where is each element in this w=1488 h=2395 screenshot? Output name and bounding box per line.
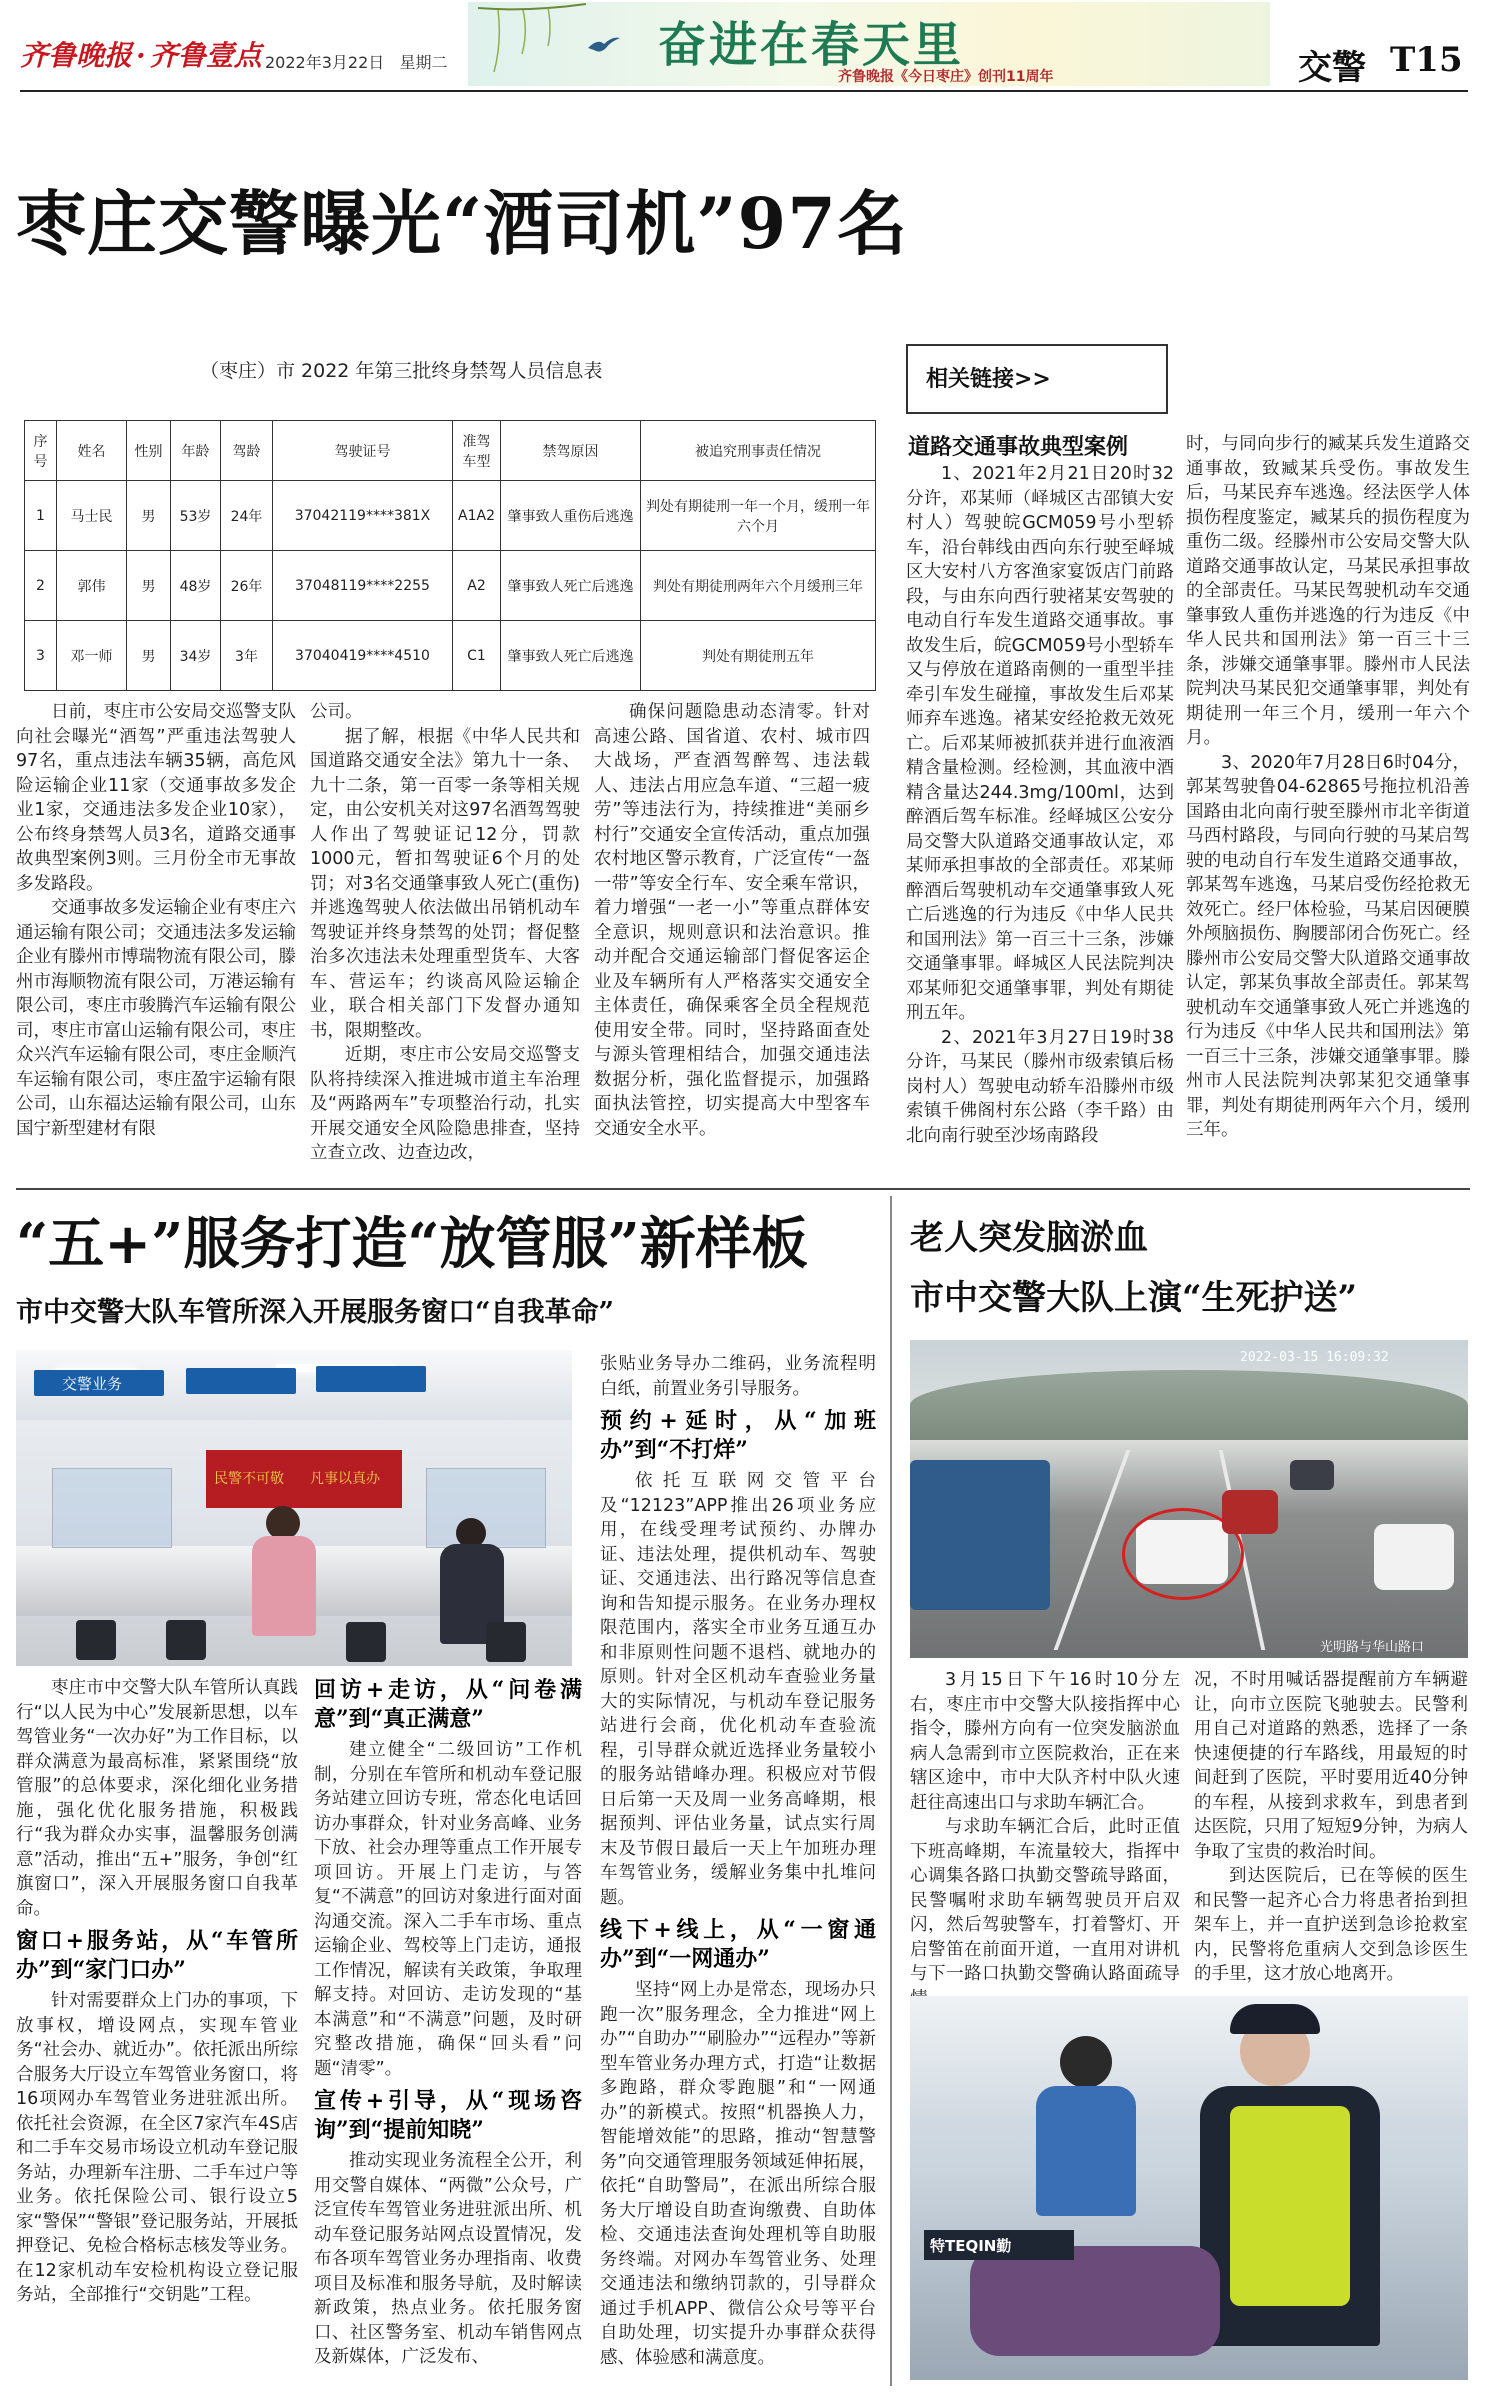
- customer-figure: [266, 1506, 300, 1540]
- paragraph: 况，不时用喊话器提醒前方车辆避让，向市立医院飞驰驶去。民警利用自己对道路的熟悉，选择了一条快速便捷的行车路线，用最短的时间赶到了医院，平时要用近40分钟的车程，从接到求救车，到患者到达医院，只用了短短9分钟，为病人争取了宝贵的救治时间。: [1194, 1670, 1468, 1862]
- hills: [910, 1370, 1468, 1440]
- medic-figure: [1036, 2086, 1136, 2216]
- th-ban-reason: 禁驾原因: [501, 421, 641, 481]
- sign-board: [316, 1366, 426, 1392]
- article3-col2: [1194, 1668, 1468, 1987]
- article3-col1: [910, 1668, 1180, 2011]
- table-cell: 判处有期徒刑两年六个月缓刑三年: [641, 551, 876, 621]
- article2-title: “五+”服务打造“放管服”新样板: [16, 1211, 808, 1277]
- medic-figure: [1060, 2036, 1112, 2088]
- sign-board: [186, 1368, 296, 1394]
- table-cell: 男: [127, 481, 171, 551]
- paragraph: 2、2021年3月27日19时38分许，马某民（滕州市级索镇后杨岗村人）驾驶电动轿车沿滕州市级索镇千佛阁村东公路（李千路）由北向南行驶至沙场南路段: [906, 1027, 1174, 1146]
- table-cell: 53岁: [171, 481, 221, 551]
- th-index: 序号: [25, 421, 57, 481]
- service-hall-photo: [16, 1350, 572, 1666]
- wall-panel: [910, 1996, 1468, 2116]
- newspaper-logo: 齐鲁晚报 · 齐鲁壹点: [20, 39, 262, 72]
- table-cell: 肇事致人死亡后逃逸: [501, 551, 641, 621]
- paragraph: 交通事故多发运输企业有枣庄六通运输有限公司；交通违法多发运输企业有滕州市博瑞物流有限公司，滕州市海顺物流有限公司，万港运输有限公司，枣庄市骏腾汽车运输有限公司，枣庄市富山运输有限公司，枣庄众兴汽车运输有限公司，枣庄金顺汽车运输有限公司，枣庄盈宇运输有限公司，山东福达运输有限公司，山东国宁新型建材有限: [16, 898, 296, 1139]
- paragraph: 据了解，根据《中华人民共和国道路交通安全法》第九十一条、九十二条，第一百零一条等相关规定，由公安机关对这97名酒驾驾驶人作出了驾驶证记12分，罚款1000元，暂扣驾驶证6个月的处罚；对3名交通肇事致人死亡(重伤)并逃逸驾驶人依法做出吊销机动车驾驶证并终身禁驾的处罚；督促整治多次违法未处理重型货车、大客车、营运车；约谈高风险运输企业，联合相关部门下发督办通知书，限期整改。: [310, 726, 580, 1041]
- table-cell: 1: [25, 481, 57, 551]
- paragraph: 公司。: [310, 702, 363, 722]
- article2-col1: [16, 1676, 298, 2308]
- table-cell: 3年: [221, 621, 273, 691]
- willow-branch-icon: [478, 2, 588, 86]
- article1-col1: [16, 700, 296, 1141]
- table-title: （枣庄）市 2022 年第三批终身禁驾人员信息表: [200, 360, 603, 382]
- info-table: [24, 420, 876, 691]
- hospital-photo: [910, 1996, 1468, 2380]
- paragraph: 近期，枣庄市公安局交巡警支队将持续深入推进城市道主车治理及“两路两车”专项整治行动，扎实开展交通安全风险隐患排查，坚持立查立改、边查边改，: [310, 1045, 580, 1163]
- paragraph: 确保问题隐患动态清零。针对高速公路、国省道、农村、城市四大战场，严查酒驾醉驾、违法载人、违法占用应急车道、“三超一疲劳”等违法行为，持续推进“美丽乡村行”交通安全宣传活动，重点加强农村地区警示教育，广泛宣传“一盔一带”等安全行车、安全乘车常识，着力增强“一老一小”等重点群体安全意识，规则意识和法治意识。推动并配合交通运输部门督促客运企业及车辆所有人严格落实交通安全主体责任，确保乘客全员全程规范使用安全带。同时，坚持路面查处与源头管理相结合，加强交通违法数据分析，强化监督提示，加强路面执法管控，切实提高大中型客车交通安全水平。: [594, 702, 870, 1139]
- reflective-vest: [1230, 2106, 1350, 2306]
- sign-text: 交警业务: [62, 1375, 123, 1393]
- swallow-icon: [586, 34, 622, 56]
- camera-timestamp: 2022-03-15 16:09:32: [1240, 1350, 1389, 1365]
- article2-subtitle: 市中交警大队车管所深入开展服务窗口“自我革命”: [16, 1297, 615, 1328]
- th-age: 年龄: [171, 421, 221, 481]
- article3-title-line1: 老人突发脑淤血: [910, 1218, 1148, 1258]
- th-driving-years: 驾龄: [221, 421, 273, 481]
- th-gender: 性别: [127, 421, 171, 481]
- table-header-row: [25, 421, 876, 481]
- car: [1290, 1460, 1334, 1490]
- section-name: 交警: [1298, 48, 1366, 88]
- banner-subtitle: 齐鲁晚报《今日枣庄》创刊11周年: [838, 69, 1054, 85]
- table-cell: 肇事致人重伤后逃逸: [501, 481, 641, 551]
- table-cell: 男: [127, 621, 171, 691]
- masthead-rule: [20, 90, 1468, 92]
- table-cell: 34岁: [171, 621, 221, 691]
- table-cell: 2: [25, 551, 57, 621]
- table-cell: 24年: [221, 481, 273, 551]
- window-pane: [426, 1468, 546, 1548]
- related-links-label: 相关链接>>: [926, 366, 1051, 392]
- th-name: 姓名: [57, 421, 127, 481]
- chair: [346, 1622, 386, 1662]
- traffic-camera-photo: [910, 1340, 1468, 1658]
- table-cell: 3: [25, 621, 57, 691]
- paragraph: 时，与同向步行的臧某兵发生道路交通事故，致臧某兵受伤。事故发生后，马某民弃车逃逸。经法医学人体损伤程度鉴定，臧某兵的损伤程度为重伤二级。经滕州市公安局交警大队道路交通事故认定，马某民承担事故的全部责任。马某民驾驶机动车交通肇事致人重伤并逃逸的行为违反《中华人民共和国刑法》第一百三十三条，涉嫌交通肇事罪。滕州市人民法院判决马某民犯交通肇事罪，判处有期徒刑一年三个月，缓刑一年六个月。: [1186, 434, 1470, 748]
- table-row: [25, 481, 876, 551]
- table-cell: 37042119****381X: [273, 481, 453, 551]
- table-cell: 37048119****2255: [273, 551, 453, 621]
- chair: [486, 1622, 526, 1662]
- anniversary-banner: [468, 2, 1270, 86]
- related-links-box[interactable]: [906, 344, 1168, 414]
- table-row: [25, 621, 876, 691]
- vest-label: [924, 2230, 1074, 2260]
- road-lane: [1054, 1450, 1131, 1650]
- customer-figure: [252, 1536, 316, 1636]
- subheading: 宣传+引导，从“现场咨询”到“提前知晓”: [314, 2088, 582, 2143]
- paragraph: 坚持“网上办是常态，现场办只跑一次”服务理念，全力推进“网上办”“自助办”“刷脸办”“远程办”等新型车管业务办理方式，打造“让数据多跑路，群众零跑腿”和“一网通办”的新模式。按照“机器换人力，智能增效能”的思路，推动“智慧警务”向交通管理服务领域延伸拓展，依托“自助警局”，在派出所综合服务大厅增设自助查询缴费、自助体检、交通违法查询处理机等自助服务终端。对网办车驾管业务、处理交通违法和缴纳罚款的，引导群众通过手机APP、微信公众号等平台自助处理，切实提升办事群众获得感、体验感和满意度。: [600, 1980, 876, 2368]
- paragraph: 3、2020年7月28日6时04分，郭某驾驶鲁04-62865号拖拉机沿善国路由北向南行驶至滕州市北辛街道马西村路段，与同向行驶的马某启驾驶的电动自行车发生道路交通事故，郭某驾车逃逸，马某启受伤经抢救无效死亡。经尸体检验，马某启因硬膜外颅脑损伤、胸腰部闭合伤死亡。经滕州市公安局交警大队道路交通事故认定，郭某负事故全部责任。郭某驾驶机动车交通肇事致人死亡并逃逸的行为违反《中华人民共和国刑法》第一百三十三条，涉嫌交通肇事罪。滕州市人民法院判决郭某犯交通肇事罪，判处有期徒刑两年六个月，缓刑三年。: [1186, 752, 1470, 1140]
- th-license-no: 驾驶证号: [273, 421, 453, 481]
- article2-col3: [600, 1352, 876, 2370]
- article1-col3: [594, 700, 870, 1141]
- paragraph: 到达医院后，已在等候的医生和民警一起齐心合力将患者抬到担架车上，并一直护送到急诊抢救室内，民警将危重病人交到急诊医生的手里，这才放心地离开。: [1194, 1866, 1468, 1984]
- table-cell: 肇事致人死亡后逃逸: [501, 621, 641, 691]
- section-divider: [16, 1188, 1470, 1190]
- column-divider: [890, 1196, 892, 2386]
- issue-date: 2022年3月22日 星期二: [265, 53, 448, 72]
- paragraph: 日前，枣庄市公安局交巡警支队向社会曝光“酒驾”严重违法驾驶人97名，重点违法车辆35辆，高危风险运输企业11家（交通事故多发企业1家，交通违法多发企业10家），公布终身禁驾人员3名，道路交通事故典型案例3则。三月份全市无事故多发路段。: [16, 702, 296, 894]
- table-cell: C1: [453, 621, 501, 691]
- table-row: [25, 551, 876, 621]
- case-heading: 道路交通事故典型案例: [908, 434, 1129, 460]
- vest-label-text: 特TEQIN勤: [930, 2237, 1012, 2255]
- subheading: 回访+走访，从“问卷满意”到“真正满意”: [314, 1677, 582, 1732]
- sign-board: [34, 1370, 164, 1396]
- officer-figure: [1230, 2004, 1320, 2034]
- subheading: 预约+延时，从“加班办”到“不打烊”: [600, 1408, 876, 1463]
- th-criminal-liability: 被追究刑事责任情况: [641, 421, 876, 481]
- paragraph: 3月15日下午16时10分左右，枣庄市中交警大队接指挥中心指令，滕州方向有一位突发脑淤血病人急需到市立医院救治，正在来辖区途中，市中大队齐村中队火速赶往高速出口与求助车辆汇合。: [910, 1670, 1180, 1813]
- article1-title: 枣庄交警曝光“酒司机”97名: [16, 182, 908, 265]
- table-cell: 26年: [221, 551, 273, 621]
- article3-title-line2: 市中交警大队上演“生死护送”: [910, 1278, 1358, 1318]
- table-cell: 郭伟: [57, 551, 127, 621]
- page-number: T15: [1390, 40, 1463, 80]
- bus: [910, 1460, 1050, 1610]
- table-cell: A1A2: [453, 481, 501, 551]
- paragraph: 与求助车辆汇合后，此时正值下班高峰期，车流量较大，指挥中心调集各路口执勤交警疏导路面，民警嘱咐求助车辆驾驶员开启双闪，然后驾驶警车，打着警灯、开启警笛在前面开道，一直用对讲机与下一路口执勤交警确认路面疏导: [910, 1817, 1180, 1984]
- paragraph: 张贴业务导办二维码，业务流程明白纸，前置业务引导服务。: [600, 1354, 876, 1399]
- window-pane: [52, 1468, 172, 1548]
- banned-drivers-table: [24, 420, 876, 691]
- banner-text: 民警不可敬: [214, 1471, 284, 1487]
- banner-title: 奋进在春天里: [658, 17, 965, 73]
- subheading: 线下+线上，从“一窗通办”到“一网通办”: [600, 1917, 876, 1972]
- camera-caption: 光明路与华山路口: [1320, 1640, 1425, 1655]
- table-cell: 马士民: [57, 481, 127, 551]
- table-cell: 判处有期徒刑一年一个月，缓刑一年六个月: [641, 481, 876, 551]
- paragraph: 枣庄市中交警大队车管所认真践行“以人民为中心”发展新思想，以车驾管业务“一次办好”为工作目标，以群众满意为最高标准，紧紧围绕“放管服”的总体要求，深化细化业务措施，强化优化服务措施，积极践行“我为群众办实事，温馨服务创满意”活动，推出“五+”服务，争创“红旗窗口”，深入开展服务窗口自我革命。: [16, 1678, 298, 1919]
- paragraph: 针对需要群众上门办的事项，下放事权，增设网点，实现车管业务“社会办、就近办”。依托派出所综合服务大厅设立车驾管业务窗口，将16项网办车驾管业务进驻派出所。依托社会资源，在全区7家汽车4S店和二手车交易市场设立机动车登记服务站，办理新车注册、二手车过户等业务。依托保险公司、银行设立5家“警保”“警银”登记服务站，开展抵押登记、免检合格标志核发等业务。在12家机动车安检机构设立登记服务站，全部推行“交钥匙”工程。: [16, 1991, 298, 2305]
- subheading: 窗口+服务站，从“车管所办”到“家门口办”: [16, 1928, 298, 1983]
- article1-col5: [1186, 432, 1470, 1143]
- paragraph: 1、2021年2月21日20时32分许，邓某师（峄城区古邵镇大安村人）驾驶皖GCM059号小型轿车，沿台韩线由西向东行驶至峄城区大安村八方客渔家宴饭店门前路段，与由东向西行驶褚某安驾驶的电动自行车发生道路交通事故。事故发生后，皖GCM059号小型轿车又与停放在道路南侧的一重型半挂牵引车发生碰撞，事故发生后邓某师弃车逃逸。褚某安经抢救无效死亡。后邓某师被抓获并进行血液酒精含量检测。经检测，其血液中酒精含量达244.3mg/100ml，达到醉酒后驾车标准。经峄城区公安分局交警大队道路交通事故认定，邓某师承担事故的全部责任。邓某师醉酒后驾驶机动车交通肇事致人死亡后逃逸的行为违反《中华人民共和国刑法》第一百三十三条，涉嫌交通肇事罪。峄城区人民法院判决邓某师犯交通肇事罪，判处有期徒刑五年。: [906, 464, 1174, 1023]
- car: [1222, 1490, 1278, 1534]
- banner-text: 凡事以真办: [310, 1471, 380, 1487]
- red-banner: [206, 1450, 402, 1508]
- table-cell: 邓一师: [57, 621, 127, 691]
- paragraph: 推动实现业务流程全公开，利用交警自媒体、“两微”公众号，广泛宣传车驾管业务进驻派出所、机动车登记服务站网点设置情况，发布各项车驾管业务办理指南、收费项目及标准和服务导航，及时解读新政策，热点业务。依托服务窗口、社区警务室、机动车销售网点及新媒体，广泛发布、: [314, 2151, 582, 2367]
- chair: [166, 1620, 206, 1660]
- table-cell: 37040419****4510: [273, 621, 453, 691]
- article2-col2: [314, 1676, 582, 2370]
- table-cell: 男: [127, 551, 171, 621]
- article1-col2: [310, 700, 580, 1166]
- table-cell: 判处有期徒刑五年: [641, 621, 876, 691]
- car: [1374, 1524, 1454, 1590]
- table-cell: A2: [453, 551, 501, 621]
- paragraph: 依托互联网交管平台及“12123”APP推出26项业务应用，在线受理考试预约、办牌办证、违法处理，提供机动车、驾驶证、交通违法、出行路况等信息查询和告知提示服务。在业务办理权限范围内，落实全市业务互通互办和非原则性问题不退档、就地办的原则。针对全区机动车查验业务量大的实际情况，与机动车登记服务站进行会商，优化机动车查验流程，引导群众就近选择业务量较小的服务站错峰办理。积极应对节假日后第一天及周一业务高峰期，根据预判、评估业务量，试点实行周末及节假日最后一天上午加班办理车驾管业务，缓解业务集中扎堆问题。: [600, 1471, 876, 1908]
- paragraph: 建立健全“二级回访”工作机制，分别在车管所和机动车登记服务站建立回访专班，常态化电话回访办事群众，针对业务高峰、业务下放、社会办理等重点工作开展专项回访。开展上门走访，与答复“不满意”的回访对象进行面对面沟通交流。深入二手车市场、重点运输企业、驾校等上门走访，通报工作情况，解读有关政策，争取理解支持。对回访、走访发现的“基本满意”和“不满意”问题，及时研究整改措施，确保“回头看”问题“清零”。: [314, 1740, 582, 2079]
- table-cell: 48岁: [171, 551, 221, 621]
- chair: [76, 1620, 116, 1660]
- masthead: [0, 0, 1488, 98]
- article1-col4: [906, 462, 1174, 1148]
- stretcher-patient: [970, 2246, 1220, 2356]
- th-vehicle-class: 准驾车型: [453, 421, 501, 481]
